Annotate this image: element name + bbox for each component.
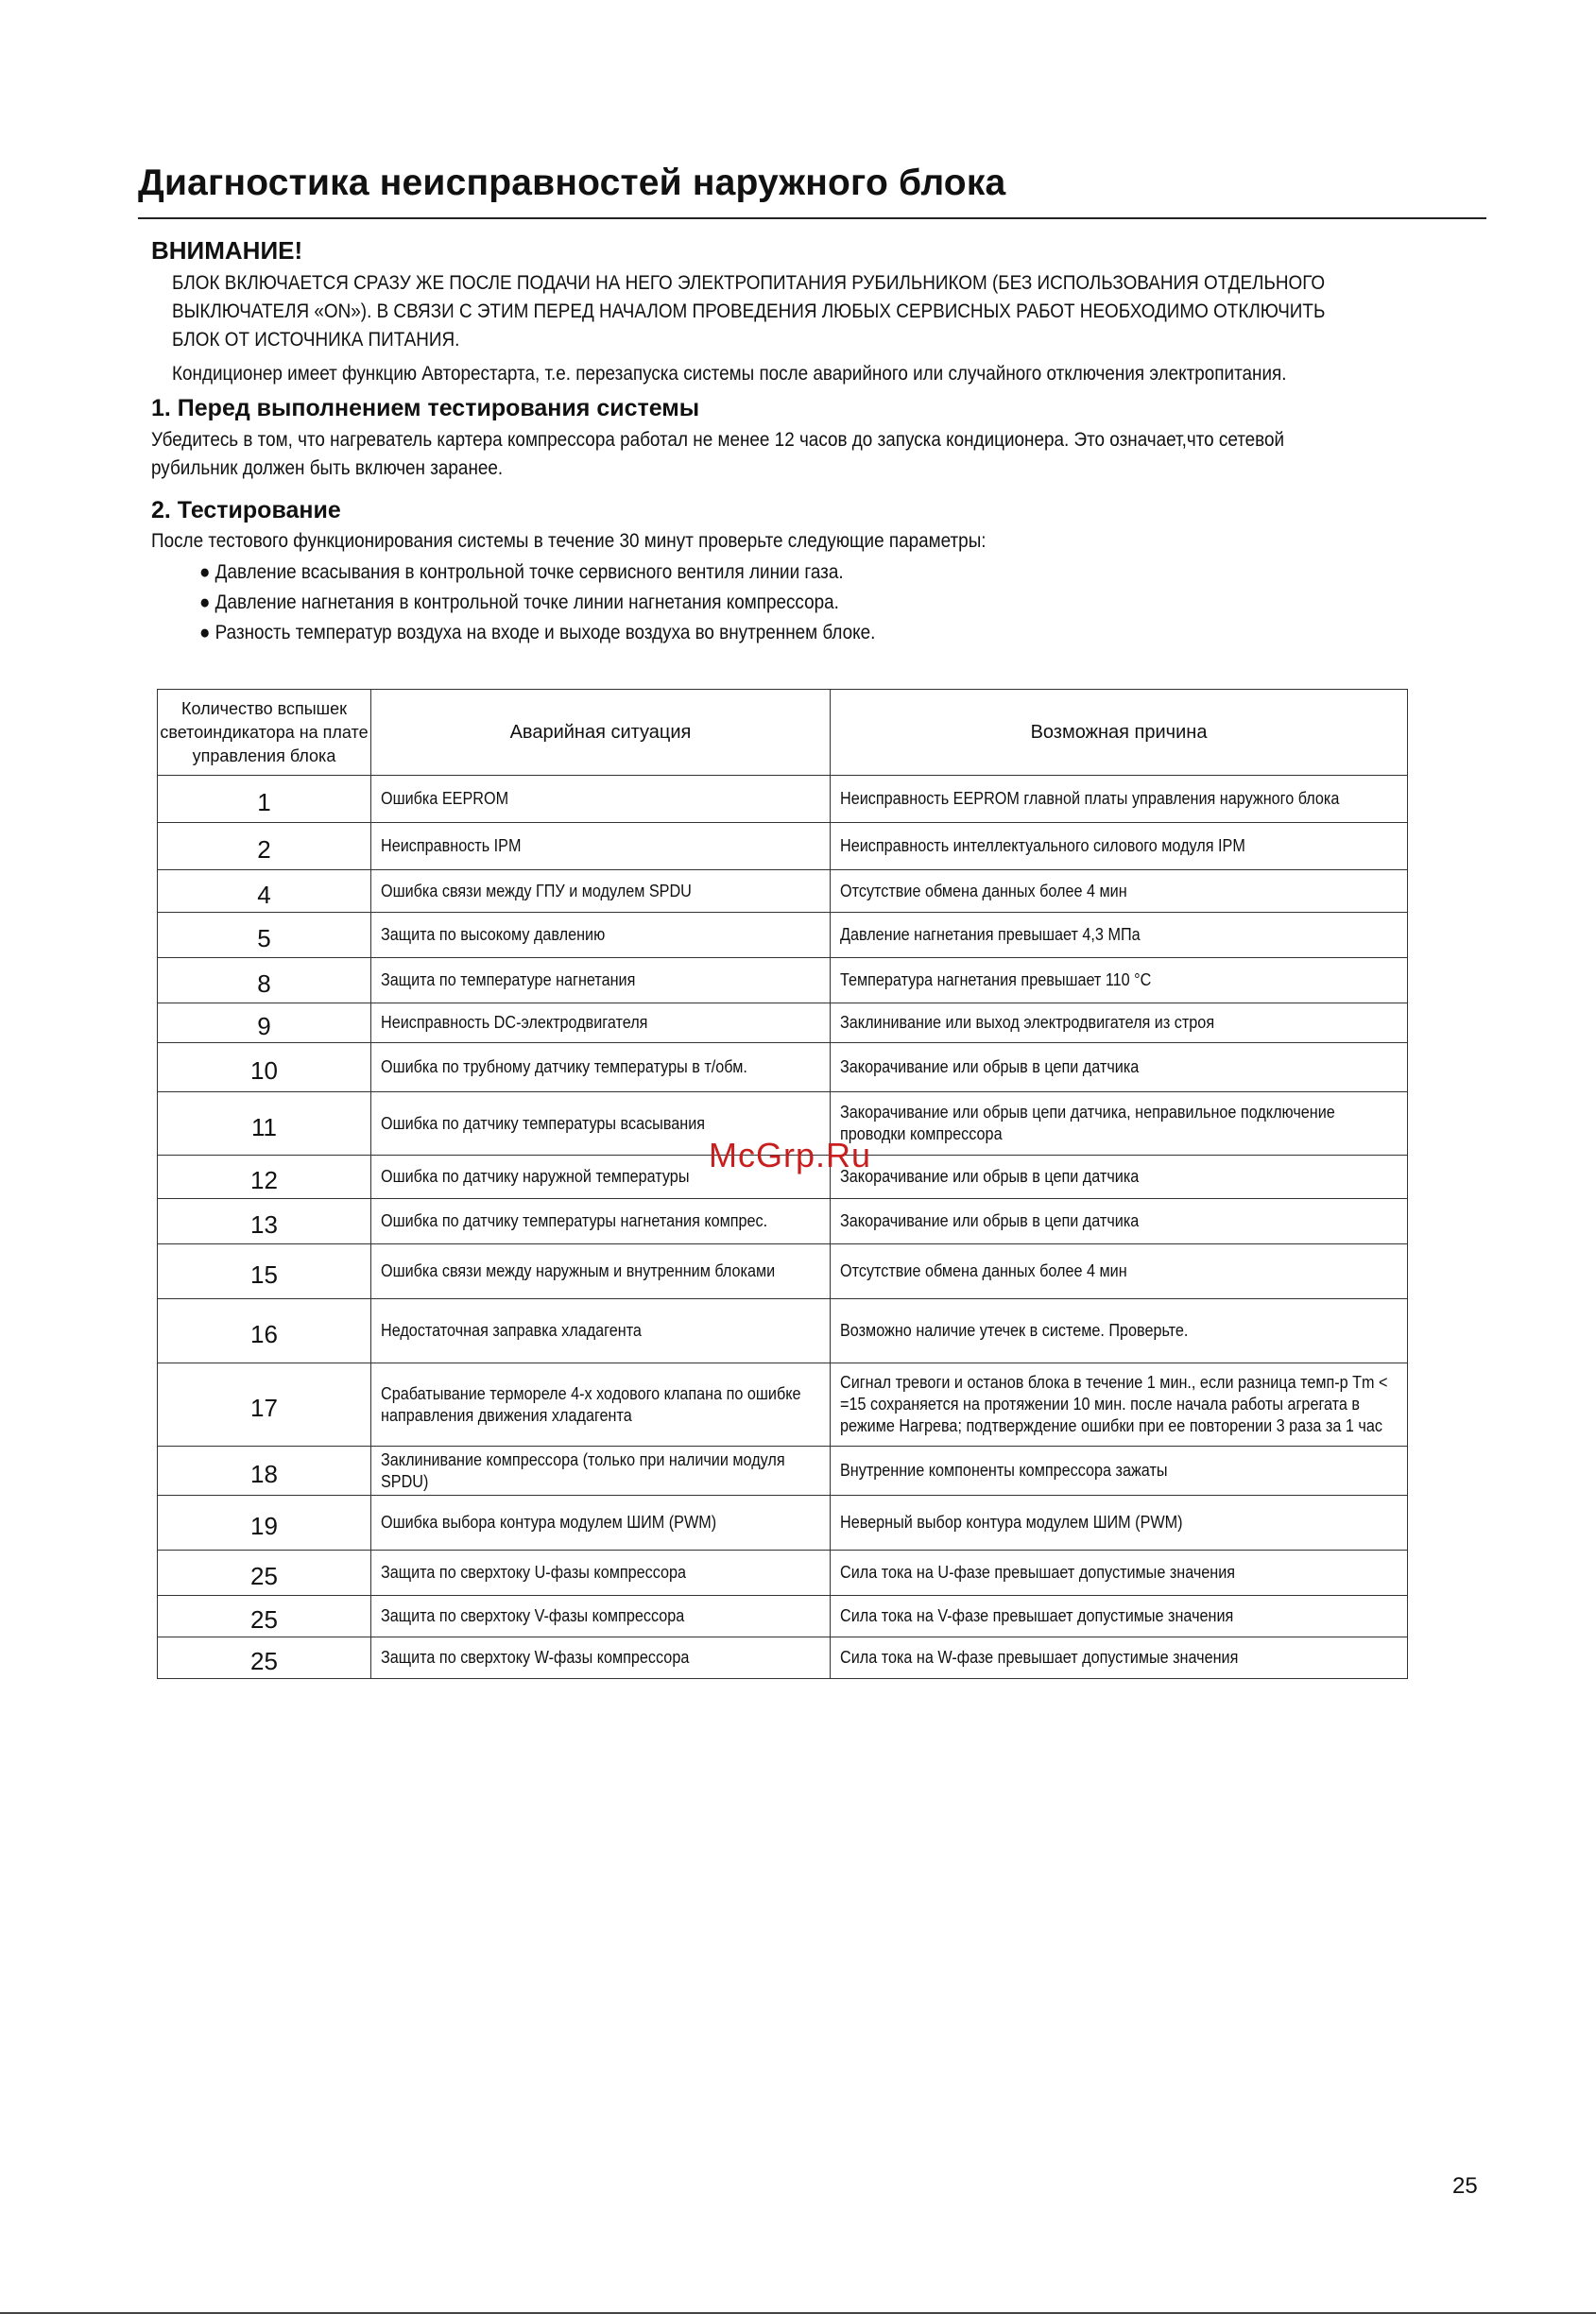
cause-cell [831,823,1408,870]
cause-cell-text: Давление нагнетания превышает 4,3 МПа [840,925,1141,944]
title-divider [138,217,1486,219]
fault-cell [371,1447,831,1496]
table-row [158,1596,1408,1637]
autorestart-note: Кондиционер имеет функцию Авторестарта, т.е. перезапуска системы после аварийного или случайного отключения электропитания. [172,363,1287,385]
fault-cell-text: Неисправность IPM [381,836,522,855]
flash-count-cell-text: 11 [251,1112,277,1141]
cause-cell-text: Закорачивание или обрыв цепи датчика, неправильное подключение проводки компрессора [840,1103,1335,1143]
fault-cell [371,1596,831,1637]
fault-cell-text: Ошибка по датчику температуры всасывания [381,1113,706,1133]
flash-count-cell [158,1363,371,1447]
table-row [158,776,1408,823]
cause-cell-text: Закорачивание или обрыв в цепи датчика [840,1211,1140,1230]
cause-cell-text: Сигнал тревоги и останов блока в течение 1 мин., если разница темп-р Tm < =15 сохраняется на протяжении 10 мин. после начала работы агрегата в режиме Нагрева; подтверждение ошибки при ее повторении 3 раза за 1 час [840,1373,1388,1435]
section1-text-block [151,426,1367,483]
table-row [158,1299,1408,1363]
flash-count-cell [158,1244,371,1299]
fault-cell-text: Неисправность DC-электродвигателя [381,1013,648,1032]
flash-count-cell-text: 25 [250,1647,278,1675]
flash-count-cell [158,870,371,913]
cause-cell-text: Отсутствие обмена данных более 4 мин [840,1261,1127,1280]
fault-cell-text: Недостаточная заправка хладагента [381,1321,642,1340]
flash-count-cell-text: 19 [250,1512,278,1540]
cause-cell [831,1496,1408,1551]
flash-count-cell [158,1199,371,1244]
section2-intro-block [151,527,1367,556]
flash-count-cell [158,823,371,870]
flash-count-cell-text: 9 [257,1012,271,1040]
flash-count-cell-text: 13 [250,1210,278,1239]
fault-cell [371,823,831,870]
cause-cell [831,913,1408,958]
cause-cell [831,1447,1408,1496]
cause-cell [831,1156,1408,1199]
cause-cell-text: Возможно наличие утечек в системе. Проверьте. [840,1321,1189,1340]
fault-cell-text: Ошибка связи между ГПУ и модулем SPDU [381,881,692,900]
cause-cell-text: Неисправность интеллектуального силового модуля IPM [840,836,1245,855]
flash-count-cell [158,776,371,823]
warning-block [172,269,1354,388]
cause-cell-text: Внутренние компоненты компрессора зажаты [840,1461,1168,1480]
fault-cell-text: Ошибка по трубному датчику температуры в т/обм. [381,1057,747,1076]
cause-cell [831,1003,1408,1043]
fault-cell-text: Ошибка выбора контура модулем ШИМ (PWM) [381,1513,717,1532]
flash-count-cell [158,1043,371,1092]
fault-cell-text: Защита по температуре нагнетания [381,970,636,989]
flash-count-cell-text: 10 [250,1056,278,1085]
parameter-list [199,557,875,648]
list-item: ● Давление всасывания в контрольной точке сервисного вентиля линии газа. [199,557,875,588]
flash-count-cell [158,913,371,958]
fault-cell [371,870,831,913]
section1-text: Убедитесь в том, что нагреватель картера компрессора работал не менее 12 часов до запуска кондиционера. Это означает,что сетевой рубильник должен быть включен заранее. [151,429,1285,479]
list-item: ● Давление нагнетания в контрольной точке линии нагнетания компрессора. [199,588,875,618]
fault-table [157,689,1408,1679]
fault-cell [371,776,831,823]
fault-cell-text: Защита по сверхтоку U-фазы компрессора [381,1563,687,1582]
cause-cell-text: Температура нагнетания превышает 110 °С [840,970,1152,989]
cause-cell [831,1299,1408,1363]
flash-count-cell-text: 1 [257,788,271,816]
cause-cell [831,1596,1408,1637]
cause-cell [831,776,1408,823]
flash-count-cell-text: 12 [250,1166,278,1194]
table-header-row [158,690,1408,776]
fault-cell [371,1363,831,1447]
watermark: McGrp.Ru [709,1136,872,1174]
warning-heading: ВНИМАНИЕ! [151,236,303,265]
section2-heading: 2. Тестирование [151,497,341,523]
flash-count-cell [158,1551,371,1596]
flash-count-cell [158,1156,371,1199]
cause-cell [831,1043,1408,1092]
flash-count-cell-text: 25 [250,1562,278,1590]
flash-count-cell-text: 25 [250,1605,278,1634]
table-row [158,823,1408,870]
cause-cell [831,1092,1408,1156]
flash-count-cell-text: 8 [257,969,271,998]
fault-cell [371,1199,831,1244]
table-row [158,870,1408,913]
header-cause: Возможная причина [831,690,1408,776]
cause-cell [831,1244,1408,1299]
flash-count-cell [158,1596,371,1637]
list-item: ● Разность температур воздуха на входе и выходе воздуха во внутреннем блоке. [199,618,875,648]
flash-count-cell [158,1496,371,1551]
flash-count-cell [158,958,371,1003]
cause-cell [831,870,1408,913]
cause-cell-text: Неверный выбор контура модулем ШИМ (PWM) [840,1513,1183,1532]
cause-cell-text: Заклинивание или выход электродвигателя из строя [840,1013,1215,1032]
page-number: 25 [1452,2173,1478,2199]
fault-cell [371,1043,831,1092]
fault-cell-text: Ошибка по датчику наружной температуры [381,1167,690,1186]
fault-cell [371,1551,831,1596]
cause-cell [831,1199,1408,1244]
table-row [158,913,1408,958]
fault-cell [371,1244,831,1299]
table-row [158,1637,1408,1679]
table-row [158,1043,1408,1092]
cause-cell-text: Сила тока на V-фазе превышает допустимые значения [840,1606,1234,1625]
header-flash-count: Количество вспышек светоиндикатора на плате управления блока [158,690,371,776]
cause-cell-text: Сила тока на W-фазе превышает допустимые значения [840,1648,1239,1667]
page-title: Диагностика неисправностей наружного блока [138,163,1006,203]
fault-cell [371,958,831,1003]
flash-count-cell-text: 17 [250,1394,278,1422]
cause-cell [831,1637,1408,1679]
fault-cell-text: Ошибка по датчику температуры нагнетания компрес. [381,1211,768,1230]
warning-text: БЛОК ВКЛЮЧАЕТСЯ СРАЗУ ЖЕ ПОСЛЕ ПОДАЧИ НА НЕГО ЭЛЕКТРОПИТАНИЯ РУБИЛЬНИКОМ (БЕЗ ИСПОЛЬЗОВАНИЯ ОТДЕЛЬНОГО ВЫКЛЮЧАТЕЛЯ «ON»). В СВЯЗИ С ЭТИМ ПЕРЕД НАЧАЛОМ ПРОВЕДЕНИЯ ЛЮБЫХ СЕРВИСНЫХ РАБОТ НЕОБХОДИМО ОТКЛЮЧИТЬ БЛОК ОТ ИСТОЧНИКА ПИТАНИЯ. [172,272,1326,351]
table-row [158,1551,1408,1596]
flash-count-cell-text: 2 [257,835,271,864]
fault-cell-text: Заклинивание компрессора (только при наличии модуля SPDU) [381,1449,785,1491]
table-row [158,958,1408,1003]
cause-cell-text: Закорачивание или обрыв в цепи датчика [840,1167,1140,1186]
fault-cell-text: Защита по сверхтоку V-фазы компрессора [381,1606,685,1625]
flash-count-cell-text: 15 [250,1260,278,1289]
table-row [158,1363,1408,1447]
cause-cell-text: Неисправность EEPROM главной платы управления наружного блока [840,789,1340,808]
cause-cell [831,1363,1408,1447]
fault-cell-text: Ошибка связи между наружным и внутренним блоками [381,1261,776,1280]
flash-count-cell [158,1637,371,1679]
table-row [158,1199,1408,1244]
table-row [158,1003,1408,1043]
fault-table-body [158,776,1408,1679]
fault-cell [371,1637,831,1679]
table-row [158,1496,1408,1551]
cause-cell-text: Отсутствие обмена данных более 4 мин [840,881,1127,900]
flash-count-cell [158,1447,371,1496]
flash-count-cell-text: 4 [257,880,271,909]
flash-count-cell [158,1092,371,1156]
fault-cell [371,913,831,958]
fault-cell-text: Срабатывание термореле 4-х ходового клапана по ошибке направления движения хладагента [381,1383,801,1425]
flash-count-cell [158,1003,371,1043]
cause-cell [831,958,1408,1003]
fault-cell-text: Защита по сверхтоку W-фазы компрессора [381,1648,690,1667]
section1-heading: 1. Перед выполнением тестирования системы [151,395,700,421]
table-row [158,1244,1408,1299]
cause-cell-text: Закорачивание или обрыв в цепи датчика [840,1057,1140,1076]
flash-count-cell-text: 16 [250,1320,278,1348]
fault-cell-text: Ошибка EEPROM [381,789,509,808]
flash-count-cell [158,1299,371,1363]
fault-cell [371,1299,831,1363]
flash-count-cell-text: 18 [250,1460,278,1488]
fault-cell [371,1496,831,1551]
section2-intro: После тестового функционирования системы в течение 30 минут проверьте следующие параметры: [151,530,987,552]
header-fault: Аварийная ситуация [371,690,831,776]
cause-cell-text: Сила тока на U-фазе превышает допустимые значения [840,1563,1236,1582]
fault-cell-text: Защита по высокому давлению [381,925,606,944]
cause-cell [831,1551,1408,1596]
table-row [158,1447,1408,1496]
flash-count-cell-text: 5 [257,924,271,952]
fault-cell [371,1003,831,1043]
